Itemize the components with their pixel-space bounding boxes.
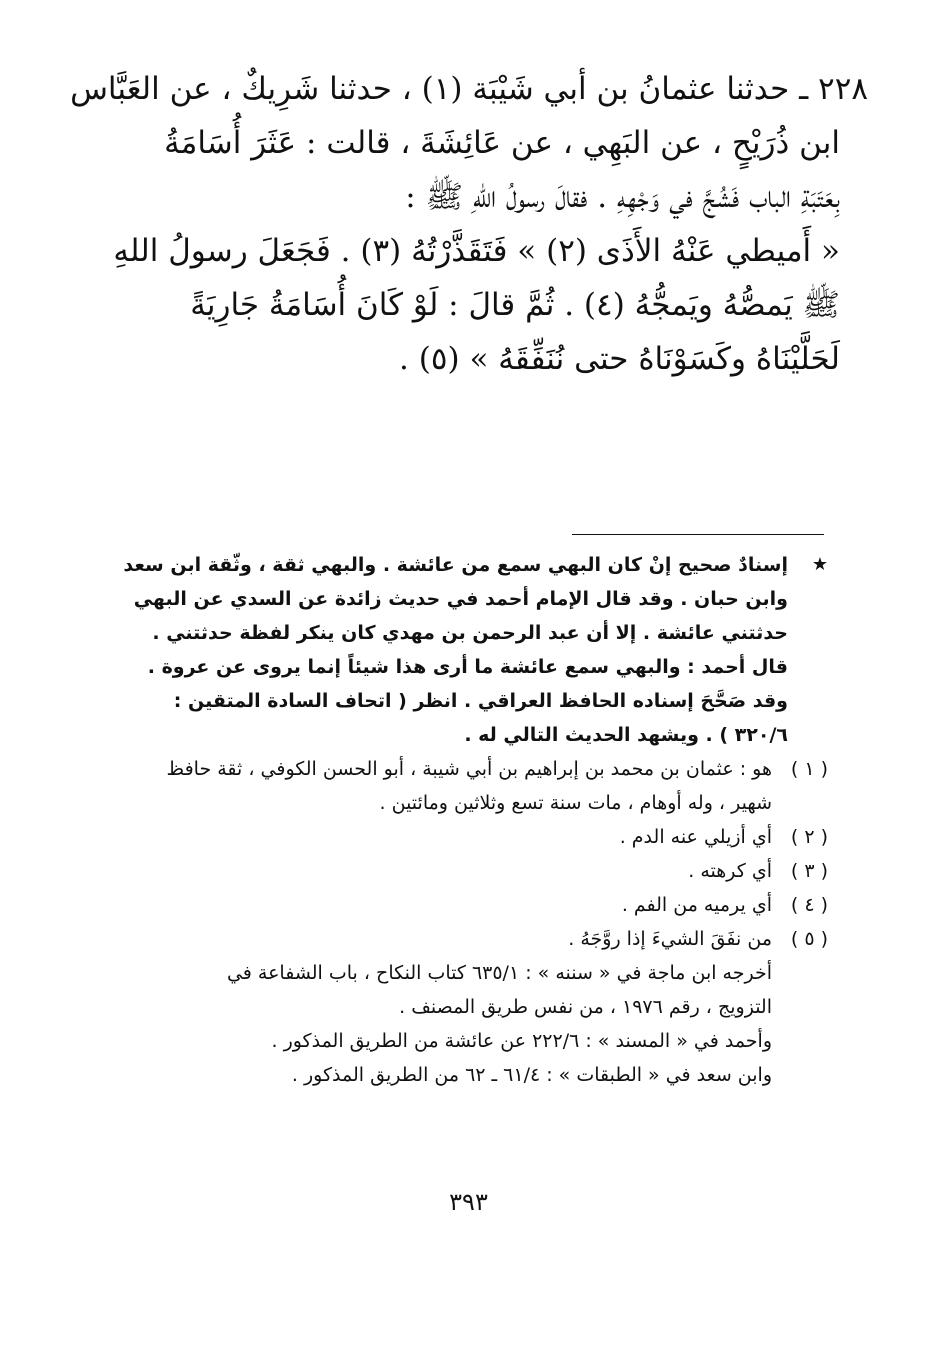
takhrij-line: التزويج ، رقم ١٩٧٦ ، من نفس طريق المصنف . <box>399 996 772 1018</box>
footnote-number: ( ٢ ) <box>790 826 828 848</box>
isnad-note <box>120 548 828 752</box>
footnote-1 <box>120 752 828 820</box>
star-icon: ★ <box>811 554 828 575</box>
hadith-line: « أَميطي عَنْهُ الأَذَى (٢) » فَتَقَذَّرْتُهُ (٣) . فَجَعَلَ رسولُ اللهِ <box>113 233 840 269</box>
isnad-note-line: ٣٢٠/٦ ) . ويشهد الحديث التالي له . <box>464 724 788 746</box>
footnote-line: أي يرميه من الفم . <box>621 894 772 916</box>
hadith-line: لَحَلَّيْنَاهُ وكَسَوْنَاهُ حتى نُنَفِّقَهُ » (٥) . <box>399 341 840 377</box>
takhrij-line: أخرجه ابن ماجة في « سننه » : ٦٣٥/١ كتاب النكاح ، باب الشفاعة في <box>226 962 772 984</box>
footnote-number: ( ٤ ) <box>790 894 828 916</box>
hadith-line: بِعَتَبَةِ الباب فَشُجَّ في وَجْهِهِ . فقالَ رسولُ اللهِ ﷺ : <box>405 179 840 215</box>
takhrij-line: وابن سعد في « الطبقات » : ٦١/٤ ـ ٦٢ من الطريق المذكور . <box>291 1064 772 1086</box>
footnote-line: أي أزيلي عنه الدم . <box>619 826 772 848</box>
hadith-line: ابن ذُرَيْحٍ ، عن البَهِي ، عن عَائِشَةَ ، قالت : عَثَرَ أُسَامَةُ <box>164 125 840 161</box>
footnote-3 <box>120 854 828 888</box>
takhrij-line: وأحمد في « المسند » : ٢٢٢/٦ عن عائشة من الطريق المذكور . <box>271 1030 772 1052</box>
isnad-note-line: وابن حبان . وقد قال الإمام أحمد في حديث زائدة عن السدي عن البهي <box>133 588 788 610</box>
footnote-4 <box>120 888 828 922</box>
hadith-line: ٢٢٨ ـ حدثنا عثمانُ بن أبي شَيْبَة (١) ، حدثنا شَرِيكٌ ، عن العَبَّاس <box>70 71 868 107</box>
footnote-divider <box>572 534 824 535</box>
footnote-number: ( ٥ ) <box>790 928 828 950</box>
footnote-5 <box>120 922 828 956</box>
footnote-number: ( ١ ) <box>790 758 828 780</box>
footnote-line: شهير ، وله أوهام ، مات سنة تسع وثلاثين ومائتين . <box>379 792 772 814</box>
footnote-line: من نفَقَ الشيءَ إذا روَّجَهُ . <box>568 928 772 950</box>
isnad-note-line: وقد صَحَّحَ إسناده الحافظ العراقي . انظر ( اتحاف السادة المتقين : <box>173 690 788 712</box>
page-number: ٣٩٣ <box>449 1188 488 1216</box>
footnotes-section <box>120 548 828 1092</box>
footnote-line: هو : عثمان بن محمد بن إبراهيم بن أبي شيبة ، أبو الحسن الكوفي ، ثقة حافظ <box>166 758 772 780</box>
isnad-note-line: إسنادٌ صحيح إنْ كان البهي سمع من عائشة . والبهي ثقة ، وثّقة ابن سعد <box>123 554 788 576</box>
footnote-line: أي كرهته . <box>688 860 772 882</box>
hadith-text <box>70 62 868 386</box>
isnad-note-line: حدثتني عائشة . إلا أن عبد الرحمن بن مهدي كان ينكر لفظة حدثتني . <box>152 622 788 644</box>
isnad-note-line: قال أحمد : والبهي سمع عائشة ما أرى هذا شيئاً إنما يروى عن عروة . <box>147 656 788 678</box>
hadith-line: ﷺ يَمصُّهُ ويَمجُّهُ (٤) . ثُمَّ قالَ : لَوْ كَانَ أُسَامَةُ جَارِيَةً <box>190 287 840 323</box>
takhrij-block <box>120 956 828 1092</box>
footnote-number: ( ٣ ) <box>790 860 828 882</box>
footnote-2 <box>120 820 828 854</box>
